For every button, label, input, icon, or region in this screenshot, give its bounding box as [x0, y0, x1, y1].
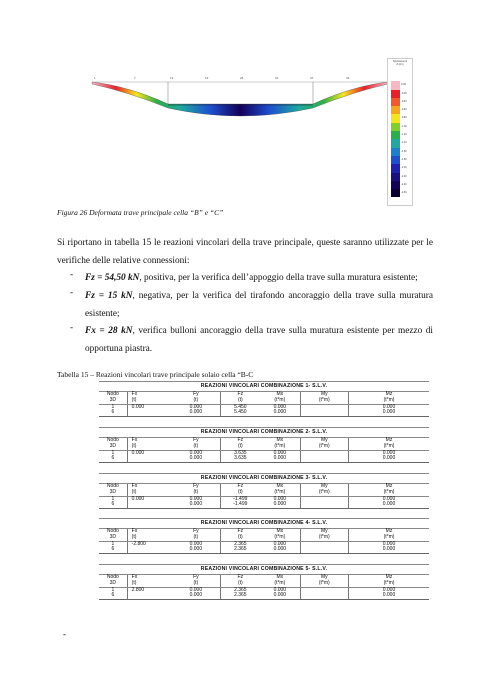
- table-cell: 0.000: [348, 593, 429, 599]
- table-cell: [128, 410, 173, 416]
- table-cell: 6: [99, 593, 128, 599]
- node-label: 13: [170, 76, 174, 80]
- table-cell: 6: [99, 502, 128, 508]
- table-cell: 6: [99, 547, 128, 553]
- legend-color-cell: [391, 114, 400, 122]
- header-cell: (t): [131, 396, 137, 403]
- legend-color-cell: [391, 131, 400, 139]
- table-cell: 0.000: [131, 403, 145, 410]
- table-cell: 1: [99, 405, 128, 411]
- table-cell: 5.450: [234, 403, 247, 410]
- header-cell: (t*m): [300, 490, 348, 496]
- legend-color-cell: [391, 106, 400, 114]
- header-cell: (t*m): [274, 579, 286, 586]
- header-cell: Nodo: [99, 575, 128, 581]
- table-header-row: [99, 581, 429, 587]
- table-row: [99, 456, 429, 463]
- table-cell: 3.635: [234, 455, 247, 462]
- table-cell: 0.000: [172, 497, 220, 503]
- header-cell: (t): [172, 581, 220, 587]
- table-cell: 0.000: [348, 542, 429, 548]
- table-cell: 0.000: [273, 540, 287, 547]
- table-cell: 0.000: [172, 405, 220, 411]
- header-cell: Mz: [348, 438, 429, 444]
- table-cell: 1: [99, 542, 128, 548]
- legend-color-cell: [391, 98, 400, 106]
- table-row: [99, 502, 429, 509]
- header-cell: My: [300, 438, 348, 444]
- legend-value: 0.00: [401, 83, 406, 87]
- header-cell: Mx: [276, 391, 284, 397]
- table-cell: [128, 593, 173, 599]
- header-cell: Fz: [237, 528, 244, 534]
- table-cell: 1: [99, 497, 128, 503]
- table-cell: -1.499: [233, 501, 248, 508]
- table-cell: 0.000: [172, 456, 220, 462]
- header-cell: Fx: [131, 391, 138, 397]
- table-row: [99, 593, 429, 600]
- header-cell: Mx: [276, 437, 284, 443]
- legend-value: -0.20: [401, 91, 407, 95]
- header-cell: (t*m): [348, 490, 429, 496]
- legend-value: -2.60: [401, 191, 407, 195]
- header-cell: (t*m): [300, 444, 348, 450]
- table-cell: [300, 456, 348, 462]
- header-cell: Nodo: [99, 438, 128, 444]
- table-cell: [300, 593, 348, 599]
- header-cell: Fz: [237, 391, 244, 397]
- table-header-row: [99, 490, 429, 496]
- legend-color-cell: [391, 173, 400, 181]
- bullet-dash: -: [70, 270, 74, 280]
- legend-color-cell: [391, 189, 400, 197]
- deformed-beam-shape: [92, 82, 388, 116]
- header-cell: (t): [172, 490, 220, 496]
- table-cell: [128, 456, 173, 462]
- header-cell: My: [300, 484, 348, 490]
- legend-value: -1.00: [401, 124, 407, 128]
- legend-color-cell: [391, 90, 400, 98]
- header-cell: (t): [172, 444, 220, 450]
- legend-title: Spostamenti Z (cm): [393, 60, 407, 66]
- node-label: 7: [134, 76, 136, 80]
- header-cell: (t*m): [274, 533, 286, 540]
- table-cell: 0.000: [273, 455, 287, 462]
- legend-values: [401, 73, 411, 197]
- legend-color-cell: [391, 156, 400, 164]
- legend-color-cell: [391, 148, 400, 156]
- header-cell: (t*m): [300, 398, 348, 404]
- legend-value: -1.20: [401, 133, 407, 137]
- table-cell: 2.365: [234, 540, 247, 547]
- table-cell: [128, 502, 173, 508]
- table-header-row: [99, 398, 429, 404]
- header-cell: Mz: [348, 484, 429, 490]
- header-cell: Fx: [131, 483, 138, 489]
- bullet-dash: -: [70, 288, 74, 298]
- legend-color-cell: [391, 139, 400, 147]
- table-cell: 0.000: [172, 593, 220, 599]
- header-cell: (t*m): [348, 581, 429, 587]
- table-cell: 0.000: [348, 502, 429, 508]
- table-header-row: [99, 535, 429, 541]
- legend-color-cell: [391, 164, 400, 172]
- table-cell: 0.000: [131, 495, 145, 502]
- header-cell: (t): [131, 533, 137, 540]
- header-cell: Fy: [172, 575, 220, 581]
- table-cell: 0.000: [348, 451, 429, 457]
- table-cell: 0.000: [348, 588, 429, 594]
- header-cell: (t): [237, 488, 243, 495]
- table-cell: 0.000: [348, 497, 429, 503]
- table-cell: 0.000: [273, 449, 287, 456]
- table-cell: 0.000: [131, 449, 145, 456]
- table-cell: 0.000: [172, 542, 220, 548]
- legend-value: [401, 73, 411, 81]
- table-cell: [300, 410, 348, 416]
- header-cell: (t*m): [348, 398, 429, 404]
- table-row: [99, 410, 429, 417]
- bullet-item: Fz = 15 kN, negativa, per la verifica del tirafondo ancoraggio della trave sulla muratura esistente;: [85, 291, 434, 319]
- header-cell: (t*m): [348, 535, 429, 541]
- header-cell: Fx: [131, 437, 138, 443]
- header-cell: Mz: [348, 392, 429, 398]
- table-title: REAZIONI VINCOLARI COMBINAZIONE 1- S.L.V.: [99, 381, 429, 392]
- table-cell: 0.000: [348, 547, 429, 553]
- table-title: REAZIONI VINCOLARI COMBINAZIONE 4- S.L.V.: [99, 518, 429, 529]
- node-label: 1: [94, 76, 96, 80]
- header-cell: Fz: [237, 437, 244, 443]
- header-cell: Mx: [276, 483, 284, 489]
- header-cell: My: [300, 529, 348, 535]
- header-cell: 3D: [99, 398, 128, 404]
- legend-value: -0.60: [401, 108, 407, 112]
- legend-color-scale: [391, 73, 400, 197]
- header-cell: Mx: [276, 574, 284, 580]
- reaction-table: [99, 564, 429, 600]
- reaction-table: [99, 518, 429, 554]
- header-cell: 3D: [99, 490, 128, 496]
- header-cell: My: [300, 575, 348, 581]
- header-cell: Mx: [276, 528, 284, 534]
- header-cell: (t): [237, 533, 243, 540]
- bullet-dash: -: [70, 323, 74, 333]
- header-cell: (t): [131, 488, 137, 495]
- table-cell: 0.000: [348, 410, 429, 416]
- header-cell: Nodo: [99, 484, 128, 490]
- table-title: REAZIONI VINCOLARI COMBINAZIONE 3- S.L.V.: [99, 473, 429, 484]
- legend-color-cell: [391, 73, 400, 81]
- header-cell: (t*m): [348, 444, 429, 450]
- header-cell: Nodo: [99, 392, 128, 398]
- legend-color-cell: [391, 123, 400, 131]
- reaction-table: [99, 427, 429, 463]
- reaction-table: [99, 473, 429, 509]
- header-cell: (t*m): [274, 396, 286, 403]
- table-cell: 1: [99, 451, 128, 457]
- header-cell: Fy: [172, 392, 220, 398]
- bullet-item: Fx = 28 kN, verifica bulloni ancoraggio della trave sulla muratura esistente per mezzo di opportuna piastra.: [85, 326, 434, 354]
- table-cell: 0.000: [273, 586, 287, 593]
- table-cell: 0.000: [172, 410, 220, 416]
- displacement-legend: [387, 58, 413, 206]
- legend-color-cell: [391, 181, 400, 189]
- table-cell: 0.000: [172, 451, 220, 457]
- table-cell: 2.365: [234, 592, 247, 599]
- legend-value: -2.00: [401, 166, 407, 170]
- header-cell: Fy: [172, 438, 220, 444]
- header-cell: (t): [172, 398, 220, 404]
- header-cell: (t): [237, 579, 243, 586]
- legend-color-cell: [391, 81, 400, 89]
- table-cell: 3.635: [234, 449, 247, 456]
- table-cell: 0.000: [348, 405, 429, 411]
- header-cell: My: [300, 392, 348, 398]
- legend-value: -1.80: [401, 157, 407, 161]
- table-cell: 2.800: [131, 586, 145, 593]
- legend-value: -0.80: [401, 116, 407, 120]
- header-cell: (t): [237, 442, 243, 449]
- table-cell: 6: [99, 410, 128, 416]
- table-cell: -2.800: [131, 540, 146, 547]
- table-cell: 5.450: [234, 409, 247, 416]
- header-cell: (t*m): [300, 535, 348, 541]
- table-cell: 0.000: [273, 592, 287, 599]
- header-cell: 3D: [99, 535, 128, 541]
- reaction-table: [99, 381, 429, 417]
- header-cell: (t): [131, 442, 137, 449]
- header-cell: Mz: [348, 575, 429, 581]
- table-title: REAZIONI VINCOLARI COMBINAZIONE 5- S.L.V.: [99, 564, 429, 575]
- table-cell: 0.000: [273, 403, 287, 410]
- table-row: [99, 547, 429, 554]
- table-cell: 0.000: [348, 456, 429, 462]
- node-label: 37: [310, 76, 314, 80]
- trailing-dash: -: [63, 629, 66, 639]
- header-cell: (t): [237, 396, 243, 403]
- table-cell: [300, 547, 348, 553]
- legend-value: -1.40: [401, 141, 407, 145]
- table-cell: 0.000: [172, 502, 220, 508]
- node-label: 43: [346, 76, 350, 80]
- header-cell: 3D: [99, 444, 128, 450]
- header-cell: (t*m): [274, 488, 286, 495]
- node-label: 25: [240, 76, 244, 80]
- table-cell: [128, 547, 173, 553]
- header-cell: (t*m): [274, 442, 286, 449]
- header-cell: (t*m): [300, 581, 348, 587]
- table-cell: -1.499: [233, 495, 248, 502]
- table-cell: 1: [99, 588, 128, 594]
- header-cell: Fz: [237, 574, 244, 580]
- legend-value: -0.40: [401, 99, 407, 103]
- legend-value: -1.60: [401, 149, 407, 153]
- header-cell: Fz: [237, 483, 244, 489]
- node-label: 31: [275, 76, 279, 80]
- table-cell: 2.365: [234, 546, 247, 553]
- node-label: 19: [205, 76, 209, 80]
- header-cell: Fx: [131, 528, 138, 534]
- header-cell: Fy: [172, 529, 220, 535]
- table-cell: 0.000: [273, 501, 287, 508]
- node-labels: [94, 76, 350, 80]
- header-cell: Nodo: [99, 529, 128, 535]
- header-cell: Fx: [131, 574, 138, 580]
- header-cell: 3D: [99, 581, 128, 587]
- table-cell: 0.000: [172, 588, 220, 594]
- legend-value: -2.40: [401, 182, 407, 186]
- bullet-item: Fz = 54,50 kN, positiva, per la verifica dell’appoggio della trave sulla muratura esistente;: [85, 273, 418, 283]
- legend-value: -2.20: [401, 174, 407, 178]
- table-title: REAZIONI VINCOLARI COMBINAZIONE 2- S.L.V.: [99, 427, 429, 438]
- header-cell: (t): [172, 535, 220, 541]
- table-cell: 0.000: [273, 546, 287, 553]
- header-cell: (t): [131, 579, 137, 586]
- table-header-row: [99, 444, 429, 450]
- intro-paragraph: Si riportano in tabella 15 le reazioni vincolari della trave principale, queste saranno utilizzate per le verifiche delle relative connessioni:: [57, 238, 433, 266]
- header-cell: Fy: [172, 484, 220, 490]
- table-cell: 0.000: [273, 495, 287, 502]
- table-cell: 2.365: [234, 586, 247, 593]
- table-cell: [300, 502, 348, 508]
- table-caption: Tabella 15 – Reazioni vincolari trave principale solaio cella “B-C: [57, 370, 254, 379]
- figure-caption: Figura 26 Deformata trave principale cella “B” e “C”: [57, 208, 224, 217]
- table-cell: 0.000: [172, 547, 220, 553]
- table-cell: 0.000: [273, 409, 287, 416]
- header-cell: Mz: [348, 529, 429, 535]
- table-cell: 6: [99, 456, 128, 462]
